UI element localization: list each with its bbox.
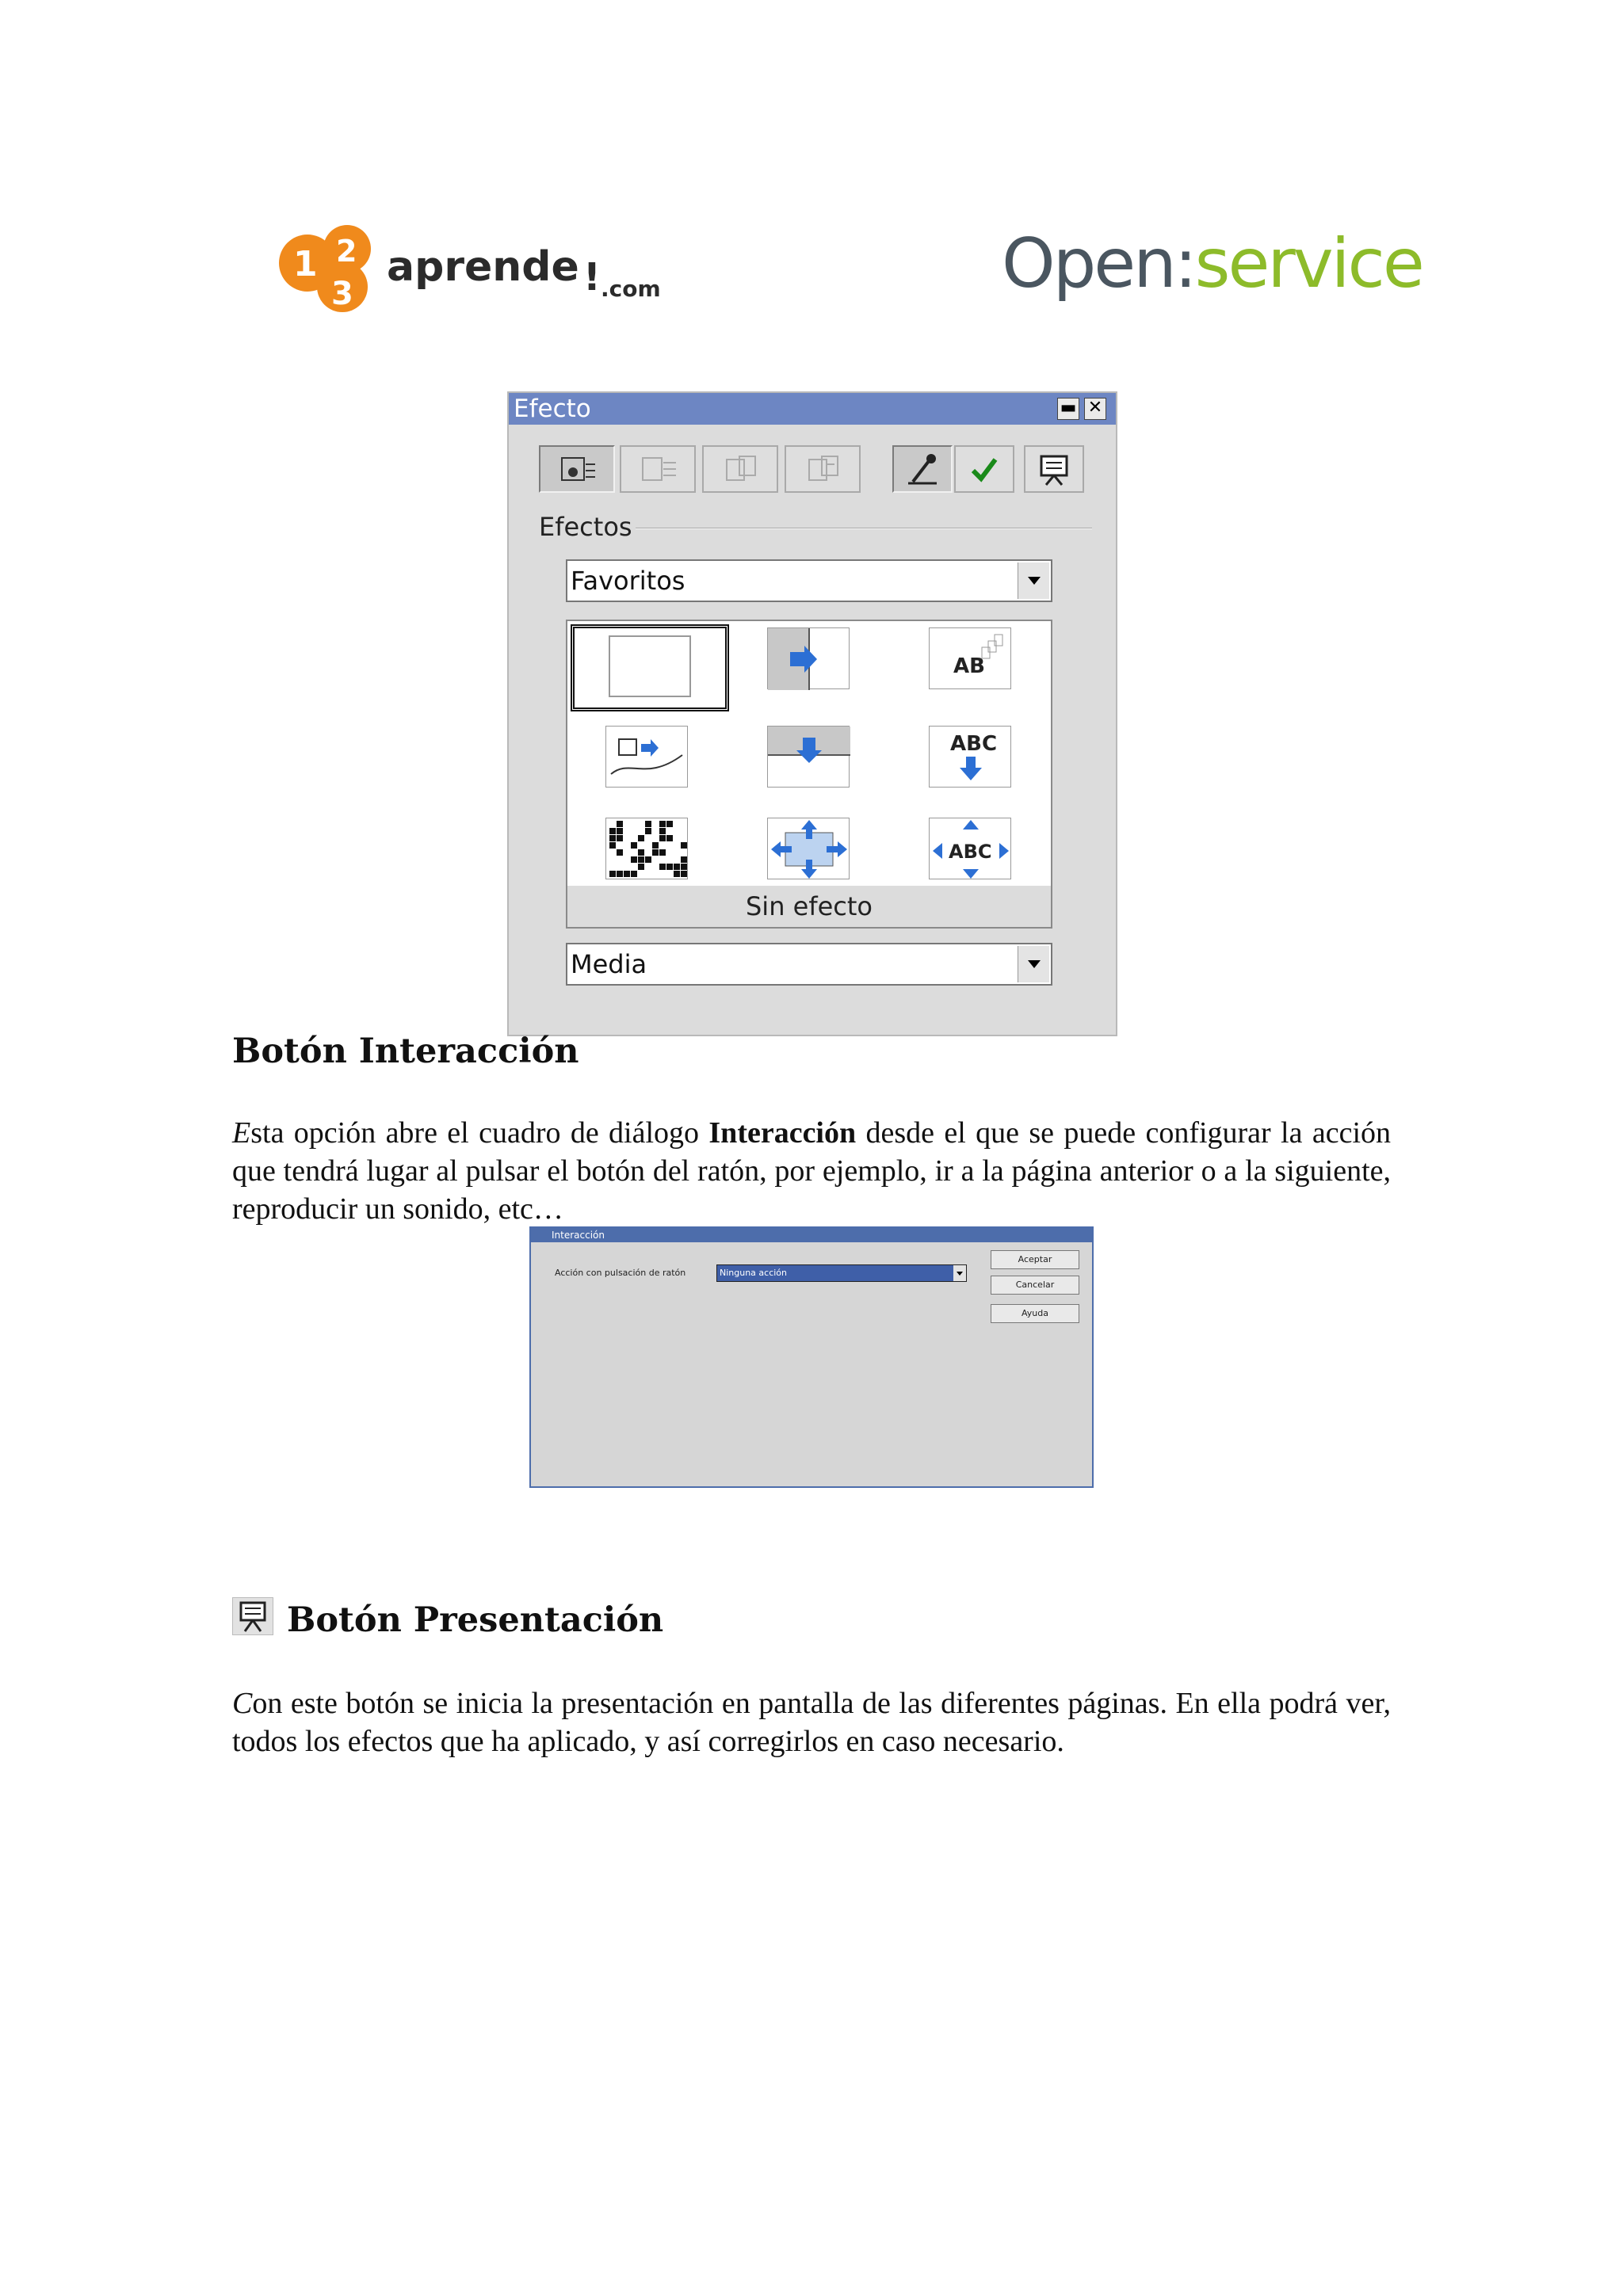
mouse-action-value: Ninguna acción <box>720 1268 788 1278</box>
svg-text:Open:service <box>1002 224 1423 303</box>
letters-icon <box>930 628 1012 690</box>
speed-select[interactable] <box>566 943 1052 986</box>
svg-text:!: ! <box>583 255 601 299</box>
chevron-down-icon[interactable] <box>1018 563 1049 599</box>
effects-mode-button[interactable] <box>539 445 615 493</box>
chevron-down-icon[interactable] <box>1018 946 1049 982</box>
effect-sin-efecto[interactable] <box>571 624 729 711</box>
logo-service-text: service <box>1194 224 1423 303</box>
effect-disolver[interactable] <box>605 818 688 879</box>
extras-button[interactable] <box>702 445 778 493</box>
paragraph-initial: E <box>232 1116 251 1150</box>
effect-texto-expandir[interactable] <box>929 818 1011 879</box>
aceptar-button[interactable]: Aceptar <box>991 1250 1079 1269</box>
interaccion-dialog <box>529 1226 1094 1488</box>
paragraph-bold: Interacción <box>708 1116 857 1150</box>
logo-openservice-mark <box>1002 223 1423 311</box>
logo-digit-3: 3 <box>331 276 353 312</box>
cancelar-button[interactable]: Cancelar <box>991 1276 1079 1295</box>
dissolve-icon <box>606 818 689 880</box>
expand-arrows-icon <box>768 818 850 880</box>
slideshow-icon <box>1037 452 1071 486</box>
speed-value: Media <box>571 949 647 979</box>
interaccion-titlebar[interactable] <box>531 1228 1092 1242</box>
effect-expandir[interactable] <box>767 818 850 879</box>
slideshow-preview-button[interactable] <box>1024 445 1084 493</box>
logo-open-text: Open: <box>1002 224 1195 303</box>
text-down-icon-text: ABC <box>950 732 998 756</box>
paragraph-interaccion <box>232 1114 1391 1228</box>
text-expand-icon-text: ABC <box>949 841 992 863</box>
effect-desde-arriba[interactable] <box>767 726 850 788</box>
effect-texto-abajo[interactable] <box>929 726 1011 788</box>
efecto-dialog <box>507 391 1117 1036</box>
paragraph-text-2: desde el que se puede configurar la acción que tendrá lugar al pulsar el botón del ratón, por ejemplo, ir a la página anterior o a la siguiente, reproducir un sonido, etc… <box>232 1116 1391 1226</box>
logo-aprende-text: aprende <box>387 243 579 291</box>
heading-boton-presentacion: Botón Presentación <box>287 1600 664 1640</box>
efectos-label: Efectos <box>539 512 632 542</box>
close-button[interactable]: ✕ <box>1084 398 1106 420</box>
ayuda-button[interactable]: Ayuda <box>991 1304 1079 1323</box>
heading-boton-interaccion: Botón Interacción <box>232 1032 579 1071</box>
logo-123aprende-mark <box>269 223 682 318</box>
paragraph-text-1: sta opción abre el cuadro de diálogo <box>250 1116 709 1150</box>
mouse-action-select[interactable] <box>716 1264 967 1282</box>
paragraph-text: on este botón se inicia la presentación en pantalla de las diferentes páginas. En ella podrá ver, todos los efectos que ha aplicado, y así corregirlos en caso necesario. <box>232 1687 1391 1758</box>
selected-effect-caption: Sin efecto <box>567 886 1051 927</box>
order-icon <box>803 453 842 485</box>
logo-com-text: .com <box>601 276 661 302</box>
brush-icon <box>905 452 940 486</box>
preview-button[interactable] <box>892 445 953 493</box>
efecto-title: Efecto <box>514 395 591 423</box>
chevron-down-icon[interactable] <box>953 1265 966 1281</box>
order-button[interactable] <box>785 445 861 493</box>
category-select[interactable] <box>566 559 1052 602</box>
logo-openservice <box>1002 223 1423 311</box>
arrow-right-icon <box>768 628 850 690</box>
minimize-button[interactable]: ▬ <box>1057 398 1079 420</box>
slideshow-icon <box>233 1598 273 1634</box>
effects-mode-icon <box>557 453 597 485</box>
extras-icon <box>720 453 760 485</box>
checkmark-icon <box>967 452 1002 486</box>
text-down-icon <box>930 727 1012 788</box>
paragraph-initial: C <box>232 1687 253 1720</box>
group-divider <box>636 528 1092 529</box>
paragraph-presentacion <box>232 1684 1391 1760</box>
effect-desde-izquierda[interactable] <box>767 627 850 689</box>
effect-letras[interactable] <box>929 627 1011 689</box>
letters-icon-text: AB <box>953 654 985 678</box>
logo-digit-1: 1 <box>293 244 318 284</box>
path-curve-icon <box>606 727 689 788</box>
efecto-titlebar[interactable] <box>509 393 1116 425</box>
logo-123aprende <box>269 223 682 318</box>
apply-button[interactable] <box>954 445 1014 493</box>
interaccion-title: Interacción <box>552 1230 605 1241</box>
logo-digit-2: 2 <box>336 234 357 269</box>
arrow-down-icon <box>768 727 850 788</box>
mouse-action-label: Acción con pulsación de ratón <box>555 1268 686 1278</box>
effect-trayectoria[interactable] <box>605 726 688 788</box>
text-effects-button[interactable] <box>620 445 696 493</box>
category-value: Favoritos <box>571 566 685 596</box>
effects-grid <box>566 620 1052 929</box>
blank-effect-icon <box>575 628 725 707</box>
text-effects-icon <box>638 453 678 485</box>
presentation-icon <box>232 1597 273 1635</box>
text-expand-icon <box>930 818 1012 880</box>
